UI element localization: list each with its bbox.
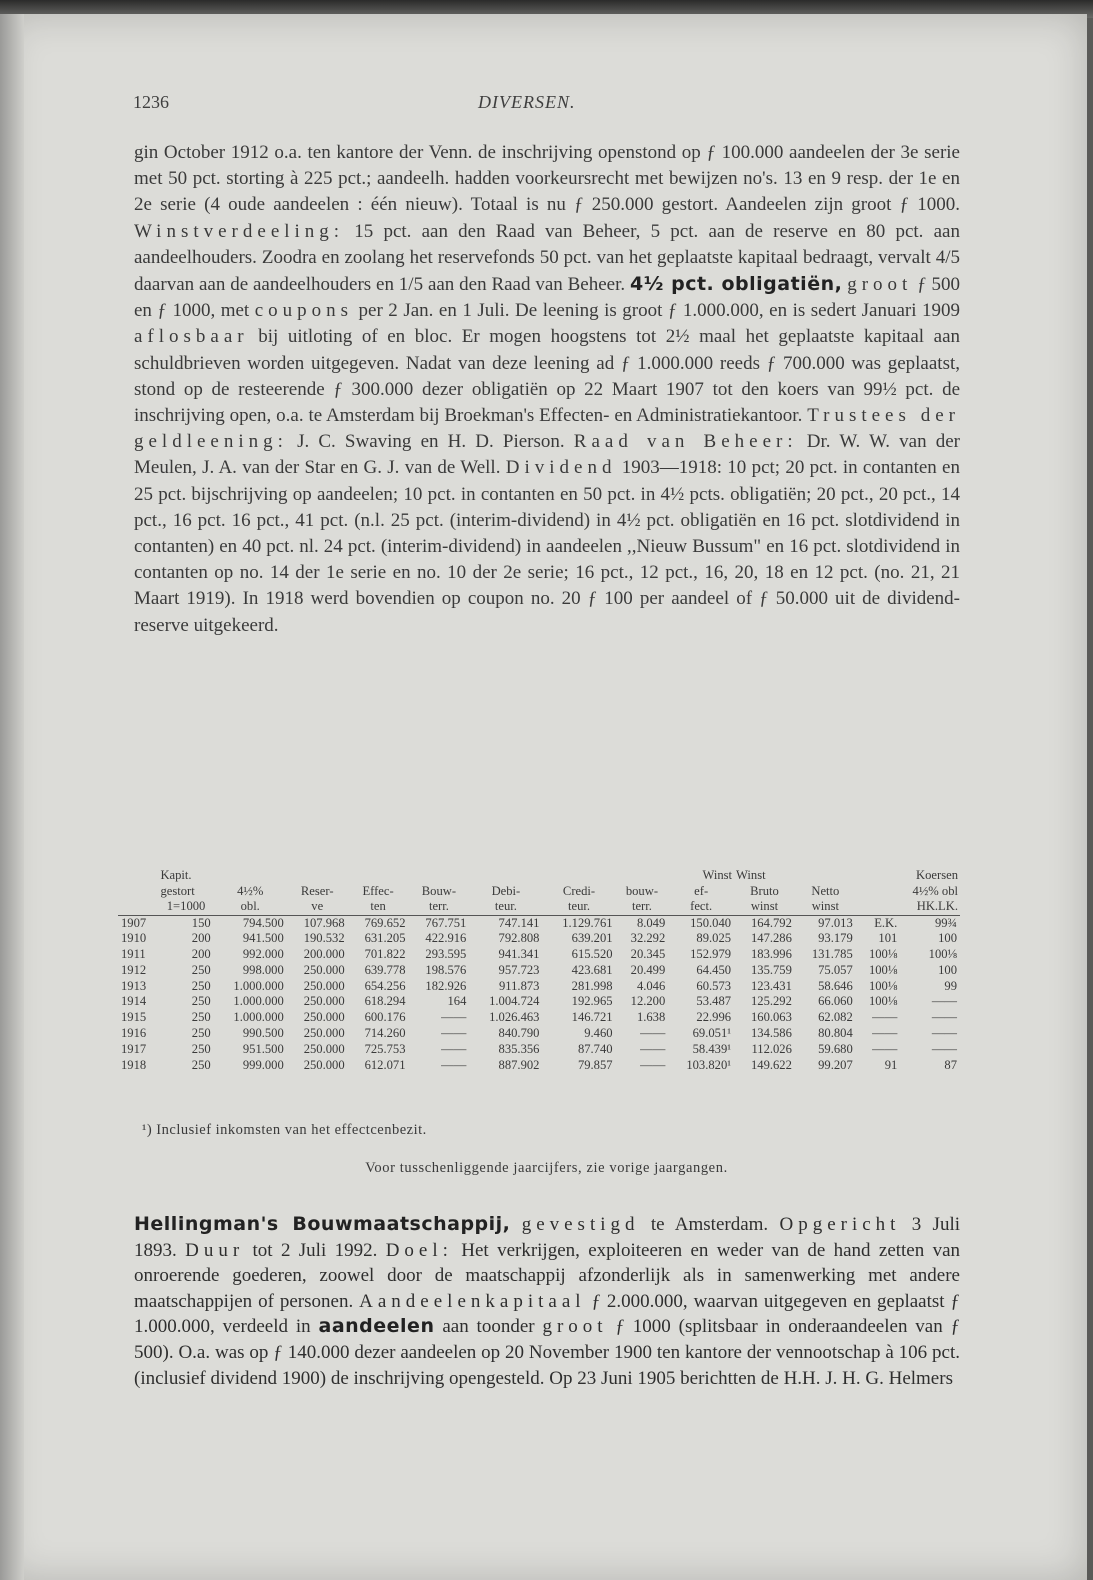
- table-cell: 22.996: [696, 1010, 732, 1025]
- table-cell: 100⅛: [868, 962, 898, 977]
- spaced-heading: Winstverdeeling:: [134, 220, 345, 242]
- table-cell: 101: [878, 931, 898, 946]
- table-cell: 97.013: [818, 915, 853, 930]
- text-run: ƒ 500 en ƒ 1000, met: [134, 274, 961, 322]
- column-header: terr.: [409, 899, 470, 915]
- column-header: Kapit.: [160, 868, 192, 882]
- table-note: Voor tusschenliggende jaarcijfers, zie vorige jaargangen.: [365, 1160, 728, 1176]
- column-header: Bouw-: [421, 883, 457, 898]
- table-cell: 125.292: [750, 994, 792, 1009]
- text-run: aan toonder: [442, 1316, 535, 1338]
- table-cell: 631.205: [364, 931, 406, 946]
- table-cell: 1.638: [636, 1010, 666, 1025]
- table-cell: 422.916: [425, 931, 467, 946]
- page-header: [133, 92, 963, 118]
- table-cell: 60.573: [696, 978, 732, 993]
- table-cell: 639.778: [364, 962, 406, 977]
- company-entry: [134, 1212, 960, 1391]
- table-cell: 164: [447, 994, 467, 1009]
- table-cell: ——: [872, 1041, 898, 1056]
- column-header: winst: [795, 899, 856, 915]
- table-cell: 990.500: [242, 1026, 284, 1041]
- column-header: [856, 868, 901, 884]
- table-row: [118, 947, 960, 963]
- column-header: [616, 868, 669, 884]
- table-cell: 150.040: [690, 915, 732, 930]
- table-cell: ——: [931, 1041, 957, 1056]
- table-header-row-3: [118, 899, 960, 915]
- table-cell: 123.431: [750, 978, 792, 993]
- column-header: [287, 868, 348, 884]
- table-cell: ——: [441, 1041, 467, 1056]
- table-cell: 79.857: [577, 1057, 613, 1072]
- table-cell: 654.256: [364, 978, 406, 993]
- table-cell: 941.341: [498, 947, 540, 962]
- table-cell: ——: [872, 1026, 898, 1041]
- column-header: ve: [287, 899, 348, 915]
- column-header: 4½%: [237, 883, 264, 898]
- table-cell: 1914: [121, 994, 147, 1009]
- column-header: ef-: [694, 883, 709, 898]
- table-cell: 200.000: [303, 947, 345, 962]
- table-cell: 182.926: [425, 978, 467, 993]
- table-cell: 9.460: [584, 1026, 613, 1041]
- table-footnote: ¹) Inclusief inkomsten van het effectcenbezit.: [142, 1122, 427, 1138]
- table-cell: ——: [931, 1026, 957, 1041]
- table-cell: 131.785: [811, 947, 853, 962]
- table-cell: 992.000: [242, 947, 284, 962]
- table-cell: 149.622: [750, 1057, 792, 1072]
- paragraph: [134, 1212, 960, 1391]
- table-cell: 1913: [121, 978, 147, 993]
- table-cell: 66.060: [818, 994, 853, 1009]
- table-cell: 80.804: [818, 1026, 853, 1041]
- table-cell: ——: [441, 1010, 467, 1025]
- table-cell: 1.004.724: [489, 994, 540, 1009]
- table-cell: 1911: [121, 947, 146, 962]
- column-header: Credi-: [562, 883, 596, 898]
- column-header: Reser-: [300, 883, 334, 898]
- table-cell: 160.063: [750, 1010, 792, 1025]
- text-run: ƒ 2.000.000, waarvan uitgegeven en geplaatst ƒ 1.000.000, verdeeld in: [134, 1290, 961, 1338]
- financial-table: [118, 868, 960, 1073]
- table-cell: 99¾: [934, 915, 957, 930]
- spaced-heading: Raad van Beheer:: [573, 431, 798, 453]
- column-header: Debi-: [491, 883, 521, 898]
- table-cell: 840.790: [498, 1026, 540, 1041]
- table-cell: 1916: [121, 1026, 147, 1041]
- table-cell: 4.046: [636, 978, 666, 993]
- table-cell: 190.532: [303, 931, 345, 946]
- table-cell: 59.680: [818, 1041, 853, 1056]
- table-cell: 250: [191, 1041, 211, 1056]
- text-run: Het verkrijgen, exploiteeren en weder van de hand zetten van onroerende goederen, zoowel door de maatschappij afzonderlijk als in samenwerking met andere maatschappijen of personen.: [134, 1239, 961, 1312]
- column-header: Winst: [736, 868, 766, 882]
- page-number: 1236: [133, 92, 169, 112]
- table-cell: 701.822: [364, 947, 406, 962]
- text-run: 15 pct. aan den Raad van Beheer, 5 pct. aan de reserve en 80 pct. aan aandeelhouders. Zoodra en zoolang het reservefonds 50 pct. van het geplaatste kapitaal bedraagt, vervalt 4/5 daarvan aan de aandeelhouders en 1/5 aan den Raad van Beheer.: [134, 220, 960, 296]
- table-cell: 87: [944, 1057, 957, 1072]
- table-cell: 62.082: [818, 1010, 853, 1025]
- spaced-heading: Doel:: [385, 1239, 453, 1261]
- table-cell: 747.141: [498, 915, 540, 930]
- column-header: obl.: [214, 899, 287, 915]
- table-row: [118, 1042, 960, 1058]
- table-cell: 714.260: [364, 1026, 406, 1041]
- table-cell: ——: [931, 1010, 957, 1025]
- column-header: Effec-: [362, 883, 394, 898]
- table-cell: ——: [640, 1057, 666, 1072]
- table-cell: 134.586: [750, 1026, 792, 1041]
- spaced-heading: Trustees der geldleening:: [134, 405, 960, 453]
- table-row: [118, 979, 960, 995]
- table-cell: 100⅛: [868, 978, 898, 993]
- table-cell: 998.000: [242, 962, 284, 977]
- table-cell: 612.071: [364, 1057, 406, 1072]
- text-run: gin October 1912 o.a. ten kantore der Venn. de inschrijving openstond op ƒ 100.000 aandeelen der 3e serie met 50 pct. storting à 225 pct.; aandeelh. hadden voorkeursrecht met bewijzen no's. 13 en 9 resp. der 1e en 2e serie (4 oude aandeelen : één nieuw). Totaal is nu ƒ 250.000 gestort. Aandeelen zijn groot ƒ 1000.: [134, 142, 960, 216]
- column-header: 4½% obl: [912, 883, 958, 898]
- table-cell: 12.200: [630, 994, 666, 1009]
- table-cell: 250: [191, 994, 211, 1009]
- table-cell: 107.968: [303, 915, 345, 930]
- table-cell: 147.286: [750, 931, 792, 946]
- column-header: Koersen: [916, 868, 958, 882]
- table-body: [118, 915, 960, 1073]
- table-cell: 192.965: [571, 994, 613, 1009]
- bold-word: aandeelen: [318, 1315, 435, 1338]
- table-cell: 281.998: [571, 978, 613, 993]
- table-cell: ——: [640, 1026, 666, 1041]
- table-cell: 1.000.000: [233, 1010, 284, 1025]
- table-cell: 89.025: [696, 931, 732, 946]
- table-cell: 146.721: [571, 1010, 613, 1025]
- table-cell: 1918: [121, 1057, 147, 1072]
- table-cell: 423.681: [571, 962, 613, 977]
- table-cell: 767.751: [425, 915, 467, 930]
- text-run: te Amsterdam.: [650, 1214, 769, 1235]
- table-cell: 75.057: [818, 962, 853, 977]
- spaced-word: groot: [542, 1316, 608, 1338]
- table-cell: 1912: [121, 962, 147, 977]
- table-cell: 250.000: [303, 1026, 345, 1041]
- column-header: terr.: [616, 899, 669, 915]
- bold-heading: 4½ pct. obligatiën,: [630, 273, 843, 296]
- table-row: [118, 994, 960, 1010]
- table-cell: 639.201: [571, 931, 613, 946]
- table-cell: ——: [441, 1057, 467, 1072]
- table-cell: 135.759: [750, 962, 792, 977]
- spaced-heading: Duur: [185, 1239, 245, 1261]
- table-cell: 250: [191, 978, 211, 993]
- table-cell: 100⅛: [928, 947, 957, 962]
- table-cell: 911.873: [499, 978, 540, 993]
- spaced-heading: Aandeelenkapitaal: [359, 1290, 586, 1312]
- table-cell: ——: [872, 1010, 898, 1025]
- table-cell: 93.179: [818, 931, 853, 946]
- table-row: [118, 1026, 960, 1042]
- spaced-heading: Dividend: [505, 457, 617, 479]
- column-header: Winst: [702, 868, 733, 882]
- table-cell: 1.000.000: [233, 994, 284, 1009]
- table-row: [118, 931, 960, 947]
- table-row: [118, 1058, 960, 1074]
- table-cell: 794.500: [242, 915, 284, 930]
- table-cell: E.K.: [874, 915, 898, 930]
- column-header: teur.: [469, 899, 542, 915]
- company-name: Hellingman's Bouwmaatschappij,: [134, 1213, 511, 1235]
- table-cell: 887.902: [498, 1057, 540, 1072]
- table-cell: 1.026.463: [489, 1010, 540, 1025]
- table-cell: 87.740: [577, 1041, 613, 1056]
- column-header: winst: [734, 899, 795, 915]
- running-title: DIVERSEN.: [478, 92, 576, 112]
- table-row: [118, 963, 960, 979]
- text-run: per 2 Jan. en 1 Juli. De leening is groot ƒ 1.000.000, en is sedert Januari 1909: [358, 300, 961, 322]
- table-cell: 100: [938, 962, 957, 977]
- table-cell: 58.646: [818, 978, 853, 993]
- column-header: teur.: [542, 899, 615, 915]
- column-header: [469, 868, 542, 884]
- table-cell: 99: [944, 978, 957, 993]
- table-cell: 8.049: [636, 915, 666, 930]
- table-cell: 53.487: [696, 994, 732, 1009]
- table-cell: 250: [191, 1057, 211, 1072]
- table-cell: 20.345: [630, 947, 666, 962]
- table-cell: ——: [441, 1026, 467, 1041]
- table-cell: 618.294: [364, 994, 406, 1009]
- column-header: [542, 868, 615, 884]
- table-header-row-2: [118, 884, 960, 900]
- table-cell: 100⅛: [868, 994, 898, 1009]
- column-header: ten: [348, 899, 409, 915]
- table-cell: 69.051¹: [692, 1026, 732, 1041]
- table-cell: 1917: [121, 1041, 147, 1056]
- table-cell: 200: [191, 947, 211, 962]
- section-continued-text: [134, 140, 960, 639]
- table-cell: 99.207: [818, 1057, 853, 1072]
- table-cell: ——: [931, 994, 957, 1009]
- table-cell: 1907: [121, 915, 147, 930]
- table-cell: 957.723: [498, 962, 540, 977]
- table-cell: 250.000: [303, 1010, 345, 1025]
- table-cell: 293.595: [425, 947, 467, 962]
- spaced-word: groot: [847, 274, 913, 296]
- table-cell: 792.808: [498, 931, 540, 946]
- paragraph: [134, 140, 960, 639]
- column-header: Bruto: [750, 883, 779, 898]
- table-cell: 103.820¹: [686, 1057, 732, 1072]
- table-cell: 150: [191, 915, 211, 930]
- text-run: Dr. W. W. van der Meulen, J. A. van der Star en G. J. van de Well.: [134, 431, 961, 479]
- text-run: bij uitloting of en bloc. Er mogen hoogstens tot 2½ maal het geplaatste kapitaal aan schuldbrieven worden uitgegeven. Nadat van deze leening ad ƒ 1.000.000 reeds ƒ 700.000 was geplaatst, stond op de resteerende ƒ 300.000 dezer obligatiën op 22 Maart 1907 tot den koers van 99½ pct. de inschrijving open, o.a. te Amsterdam bij Broekman's Effecten- en Administratiekantoor.: [134, 326, 960, 427]
- text-run: ƒ 1000 (splitsbaar in onderaandeelen van ƒ 500). O.a. was op ƒ 140.000 dezer aandeelen op 20 November 1900 ten kantore der vennootschap à 106 pct. (inclusief dividend 1900) de inschrijving opengesteld. Op 23 Juni 1905 berichtten de H.H. J. H. G. Helmers: [134, 1316, 961, 1389]
- text-run: tot 2 Juli 1992.: [252, 1239, 378, 1261]
- table-cell: 250.000: [303, 978, 345, 993]
- table-cell: 64.450: [696, 962, 732, 977]
- table-cell: 725.753: [364, 1041, 406, 1056]
- spaced-word: coupons: [254, 300, 354, 322]
- table-cell: ——: [640, 1041, 666, 1056]
- table-cell: 250.000: [303, 962, 345, 977]
- table-cell: 250: [191, 962, 211, 977]
- table-cell: 200: [191, 931, 211, 946]
- table-cell: 1.129.761: [562, 915, 613, 930]
- table-cell: 999.000: [242, 1057, 284, 1072]
- table-cell: 835.356: [498, 1041, 540, 1056]
- table-cell: 941.500: [242, 931, 284, 946]
- table-cell: 32.292: [630, 931, 666, 946]
- spaced-word: gevestigd: [521, 1214, 640, 1235]
- column-header: fect.: [668, 899, 734, 915]
- column-header: 1=1000: [158, 899, 213, 915]
- table-cell: 600.176: [364, 1010, 406, 1025]
- spaced-heading: Opgericht: [779, 1214, 901, 1235]
- table-cell: 91: [884, 1057, 898, 1072]
- table-cell: 250: [191, 1026, 211, 1041]
- table-cell: 1910: [121, 931, 147, 946]
- table-cell: 250: [191, 1010, 211, 1025]
- table-cell: 250.000: [303, 1057, 345, 1072]
- table-cell: 20.499: [630, 962, 666, 977]
- table-cell: 1.000.000: [233, 978, 284, 993]
- table-cell: 615.520: [571, 947, 613, 962]
- table-cell: 250.000: [303, 1041, 345, 1056]
- table-cell: 58.439¹: [692, 1041, 732, 1056]
- column-header: [348, 868, 409, 884]
- table-cell: 183.996: [750, 947, 792, 962]
- table-cell: 112.026: [751, 1041, 792, 1056]
- text-run: 3 Juli 1893.: [134, 1214, 960, 1261]
- column-header: bouw-: [625, 883, 659, 898]
- table-cell: 769.652: [364, 915, 406, 930]
- text-run: 1903—1918: 10 pct; 20 pct. in contanten en 25 pct. bijschrijving op aandeelen; 10 pct. in contanten en 50 pct. in 4½ pcts. obligatiën; 20 pct., 20 pct., 14 pct., 16 pct. 16 pct., 41 pct. (n.l. 25 pct. (interim-dividend) in 4½ pct. obligatiën en 16 pct. slotdividend in contanten) en 40 pct. nl. 24 pct. (interim-dividend) in aandeelen ,,Nieuw Bussum" en 16 pct. slotdividend in contanten op no. 14 der 1e serie en no. 10 der 2e serie; 16 pct., 12 pct., 16, 20, 18 en 12 pct. (no. 21, 21 Maart 1919). In 1918 werd bovendien op coupon no. 20 ƒ 100 per aandeel of ƒ 50.000 uit de dividend-reserve uitgekeerd.: [134, 457, 960, 636]
- column-header: [795, 868, 856, 884]
- table-cell: 1915: [121, 1010, 147, 1025]
- text-run: J. C. Swaving en H. D. Pierson.: [297, 431, 565, 453]
- table-cell: 198.576: [425, 962, 467, 977]
- table-cell: 164.792: [750, 915, 792, 930]
- column-header: [409, 868, 470, 884]
- table-header-row-1: [118, 868, 960, 884]
- table-cell: 100⅛: [868, 947, 898, 962]
- table-cell: 951.500: [242, 1041, 284, 1056]
- column-header: HK.LK.: [856, 899, 960, 915]
- table-cell: 250.000: [303, 994, 345, 1009]
- spaced-word: aflosbaar: [134, 326, 249, 348]
- column-header: gestort: [160, 883, 195, 898]
- table-cell: 100: [938, 931, 957, 946]
- binding-edge: [0, 14, 24, 1580]
- table-cell: 152.979: [690, 947, 732, 962]
- column-header: Netto: [811, 883, 840, 898]
- table-row: [118, 1010, 960, 1026]
- table-row: [118, 915, 960, 931]
